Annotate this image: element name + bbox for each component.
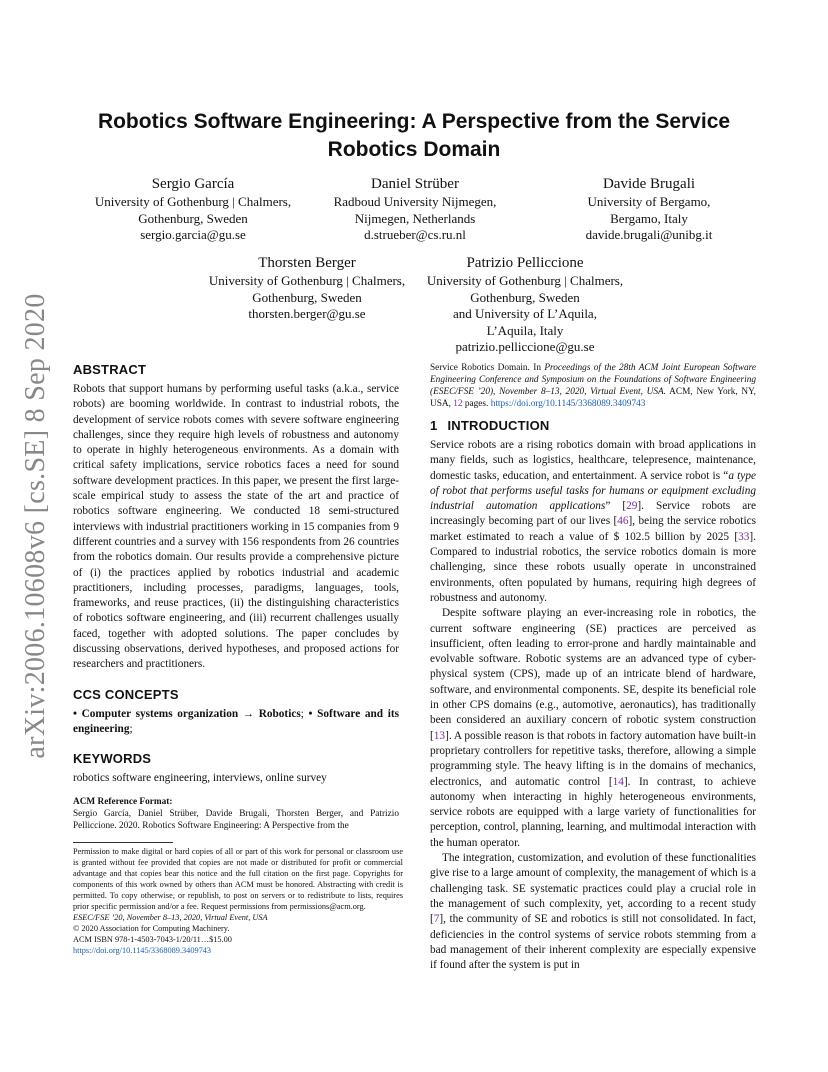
text-run: ]. In contrast, to achieve autonomy when interacting in highly heterogeneous environments, service robots are equipped with a large variety of functionalities for perception, control, planning, learning, and multimodal interaction with the human operator.: [430, 775, 756, 849]
author-name: Sergio García: [151, 176, 235, 192]
intro-paragraph: [430, 606, 756, 851]
section-number: 1: [430, 418, 438, 433]
doi-link[interactable]: https://doi.org/10.1145/3368089.3409743: [490, 399, 646, 409]
introduction-heading: [430, 418, 756, 434]
right-column: [430, 362, 756, 973]
author-name: Thorsten Berger: [258, 255, 356, 271]
acm-reference-heading: ACM Reference Format:: [73, 796, 173, 807]
text-run: ]. Service robots are increasingly becoming part of our lives [: [430, 500, 756, 528]
ccs-concepts: [73, 707, 399, 738]
author-block: [196, 253, 418, 323]
pages-tail: pages.: [462, 399, 491, 409]
author-affiliation: and University of L’Aquila,: [453, 306, 597, 321]
author-block: [414, 253, 636, 356]
acm-reference-text: Sergio García, Daniel Strüber, Davide Brugali, Thorsten Berger, and Patrizio Pelliccione. 2020. Robotics Software Engineering: A Perspective from the: [73, 808, 399, 831]
author-affiliation: University of Bergamo,: [587, 194, 711, 209]
arxiv-stamp: [18, 293, 54, 759]
author-block: [82, 174, 304, 244]
citation-link[interactable]: 13: [433, 729, 446, 742]
left-column: [73, 362, 399, 832]
ccs-item: • Computer systems organization → Robotics: [73, 707, 301, 720]
author-affiliation: Gothenburg, Sweden: [252, 289, 362, 305]
author-email: d.strueber@cs.ru.nl: [364, 227, 466, 242]
author-email: thorsten.berger@gu.se: [248, 306, 366, 321]
venue-text: Proceedings of the 28th ACM Joint European Software Engineering Conference and Symposium on the Foundations of Software Engineering (ESEC/FSE ’20), November 8–13, 2020, Virtual Event, USA.: [430, 363, 756, 397]
ccs-end: ;: [129, 722, 133, 735]
text-run: Despite software playing an ever-increasing role in robotics, the current software engineering (SE) practices are perceived as insufficient, often leading to error-prone and hardly maintainable and evolvable software. Robotic systems are an advanced type of cyber-physical system (CPS), made up of an intricate blend of hardware, software, and environmental components. SE, despite its beneficial role in other CPS domains (e.g., automotive, aeronautics), has traditionally been considered an auxiliary concern of robotic system construction [: [430, 607, 756, 742]
publisher-text: ACM, New York, NY, USA,: [430, 387, 756, 409]
author-block: [310, 174, 520, 244]
author-name: Patrizio Pelliccione: [466, 255, 584, 271]
footnote-divider: [73, 842, 173, 843]
pages-link[interactable]: 12: [453, 399, 463, 409]
citation-link[interactable]: 7: [433, 913, 440, 926]
citation-link[interactable]: 46: [617, 515, 629, 528]
text-run: ” [: [605, 500, 627, 513]
ccs-item: • Software and its engineering: [73, 707, 399, 735]
citation-link[interactable]: 14: [612, 775, 624, 788]
abstract-heading: ABSTRACT: [73, 362, 147, 377]
text-run: ]. Compared to industrial robotics, the service robotics domain is more challenging, since these robots usually operate in unconstrained environments, often populated by humans, requiring high degrees of robustness and autonomy.: [430, 530, 756, 604]
text-run: Service robots are a rising robotics domain with broad applications in many fields, such as logistics, healthcare, telepresence, maintenance, domestic tasks, education, and entertainment. A service robot is “: [430, 439, 756, 482]
ccs-separator: ;: [300, 707, 309, 720]
ccs-heading: CCS CONCEPTS: [73, 686, 179, 702]
author-affiliation: Bergamo, Italy: [610, 210, 688, 226]
text-run: ], being the service robotics market estimated to reach a value of $ 102.5 billion by 2025 [: [430, 515, 756, 543]
text-run: The integration, customization, and evolution of these functionalities give rise to a large amount of complexity, the management of which is a challenging task. SE systematic practices could play a crucial role in the management of such complexity, yet, according to a recent study [: [430, 852, 756, 926]
author-affiliation: Radboud University Nijmegen,: [333, 194, 497, 209]
author-name: Daniel Strüber: [371, 176, 459, 192]
intro-paragraph: [430, 438, 756, 606]
keywords-text: robotics software engineering, interviews, online survey: [73, 772, 327, 785]
author-affiliation: University of Gothenburg | Chalmers,: [426, 273, 624, 288]
acm-ref-cont: Service Robotics Domain. In: [430, 363, 545, 373]
abstract-text: Robots that support humans by performing useful tasks (a.k.a., service robots) are booming worldwide. In contrast to industrial robots, the development of service robots comes with severe software engineering challenges, since they require high levels of robustness and autonomy to operate in highly heterogeneous environments. As a domain with critical safety implications, service robotics faces a need for sound software development practices. In this paper, we present the first large-scale empirical study to assess the state of the art and practice of robotics software engineering. We conducted 18 semi-structured interviews with industrial practitioners working in 15 companies from 9 different countries and a survey with 156 respondents from 26 countries from the robotics domain. Our results provide a comprehensive picture of (i) the practices applied by robotics industrial and academic practitioners, including processes, paradigms, languages, tools, frameworks, and reuse practices, (ii) the distinguishing characteristics of robotics software engineering, and (iii) recurrent challenges usually faced, together with adopted solutions. The paper concludes by discussing observations, derived hypotheses, and proposed actions for researchers and practitioners.: [73, 383, 399, 671]
permission-text: Permission to make digital or hard copies of all or part of this work for personal or classroom use is granted without fee provided that copies are not made or distributed for profit or commercial advantage and that copies bear this notice and the full citation on the first page. Copyrights for components of this work owned by others than ACM must be honored. Abstracting with credit is permitted. To copy otherwise, or republish, to post on servers or to redistribute to lists, requires prior specific permission and/or a fee. Request permissions from permissions@acm.org.: [73, 847, 403, 911]
text-run: ]. A possible reason is that robots in factory automation have built-in proprietary controllers for repetitive tasks, therefore, allowing a simple programming style. The heavy lifting is in the domains of mechanics, electronics, and automatic control [: [430, 729, 756, 788]
author-affiliation: Gothenburg, Sweden: [470, 289, 580, 305]
arxiv-id: arXiv:2006.10608v6 [cs.SE] 8 Sep 2020: [20, 293, 51, 759]
copyright-line: © 2020 Association for Computing Machinery.: [73, 924, 230, 933]
isbn-line: ACM ISBN 978-1-4503-7043-1/20/11…$15.00: [73, 935, 232, 944]
author-block: [538, 174, 760, 244]
paper-title: Robotics Software Engineering: A Perspective from the Service Robotics Domain: [97, 110, 731, 161]
author-email: sergio.garcia@gu.se: [140, 227, 246, 242]
author-affiliation: University of Gothenburg | Chalmers,: [208, 273, 406, 288]
acm-reference-continued: [430, 362, 756, 410]
citation-link[interactable]: 29: [626, 500, 638, 513]
author-email: davide.brugali@unibg.it: [585, 227, 713, 242]
section-title: INTRODUCTION: [447, 418, 550, 433]
permission-footnote: [73, 846, 403, 956]
author-affiliation: Gothenburg, Sweden: [138, 210, 248, 226]
author-email: patrizio.pelliccione@gu.se: [455, 339, 595, 354]
doi-link[interactable]: https://doi.org/10.1145/3368089.3409743: [73, 946, 212, 955]
intro-paragraph: [430, 851, 756, 973]
author-affiliation: Nijmegen, Netherlands: [354, 210, 476, 226]
text-run: ], the community of SE and robotics is still not consolidated. In fact, deficiencies in the control systems of service robots stemming from a bad management of their inherent complexity are especially expensive if found after the system is put in: [430, 913, 756, 972]
author-name: Davide Brugali: [602, 176, 696, 192]
citation-link[interactable]: 33: [738, 530, 750, 543]
conference-line: ESEC/FSE ’20, November 8–13, 2020, Virtual Event, USA: [73, 913, 268, 922]
keywords-heading: KEYWORDS: [73, 751, 152, 767]
author-affiliation: University of Gothenburg | Chalmers,: [94, 194, 292, 209]
quote-text: a type of robot that performs useful tasks for humans or equipment excluding industrial automation applications: [430, 469, 756, 513]
author-affiliation: L’Aquila, Italy: [486, 322, 564, 338]
